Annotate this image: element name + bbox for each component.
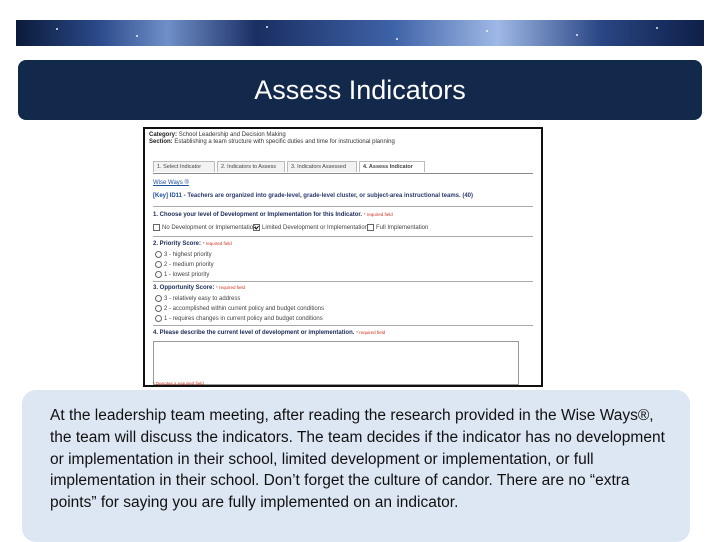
star-sparkle: [56, 28, 58, 30]
star-sparkle: [136, 35, 138, 37]
caption-text: At the leadership team meeting, after reading the research provided in the Wise Ways®, the team will discuss the indicators. The team decides if the indicator has no development or implementation in their school, limited development or implementation, or full implementation in their school. Don’t forget the culture of candor. There are no “extra points” for saying you are fully implemented on an indicator.: [50, 407, 665, 512]
divider: [153, 206, 533, 207]
tab-assess-indicator[interactable]: 4. Assess Indicator: [359, 161, 425, 172]
option-label: 1 - lowest priority: [164, 272, 210, 279]
embedded-screenshot: [143, 127, 543, 387]
radio-button[interactable]: [155, 315, 162, 322]
required-note: * required field: [202, 241, 232, 246]
q1-option[interactable]: [153, 224, 256, 231]
question-2-text: 2. Priority Score:: [153, 241, 202, 247]
q3-option[interactable]: [155, 295, 240, 302]
q2-option[interactable]: [155, 271, 209, 278]
checkbox[interactable]: [367, 224, 374, 231]
category-label: Category:: [149, 132, 178, 138]
tab-select-indicator[interactable]: 1. Select Indicator: [153, 161, 215, 172]
question-2-label: [153, 241, 232, 247]
option-label: 3 - highest priority: [164, 252, 212, 259]
star-sparkle: [576, 34, 578, 36]
indicator-line: [153, 193, 473, 199]
star-sparkle: [266, 26, 268, 28]
caption-box: [22, 390, 690, 542]
question-1-label: [153, 212, 393, 218]
divider: [153, 325, 533, 326]
wise-ways-link[interactable]: Wise Ways ®: [153, 180, 189, 186]
option-label: Limited Development or Implementation: [262, 225, 369, 232]
question-3-label: [153, 285, 245, 291]
required-footnote: * Denotes a required field: [153, 381, 204, 386]
q3-option[interactable]: [155, 315, 323, 322]
divider: [153, 281, 533, 282]
screenshot-header: [149, 132, 395, 146]
radio-button[interactable]: [155, 271, 162, 278]
header-banner: [16, 20, 704, 46]
radio-button[interactable]: [155, 295, 162, 302]
required-note: * required field: [363, 212, 393, 217]
star-sparkle: [656, 27, 658, 29]
category-value: School Leadership and Decision Making: [178, 132, 286, 138]
required-note: * required field: [356, 330, 386, 335]
q3-option[interactable]: [155, 305, 324, 312]
slide-title: Assess Indicators: [254, 74, 466, 105]
section-value: Establishing a team structure with specific duties and time for instructional planning: [174, 139, 395, 145]
q2-option[interactable]: [155, 261, 214, 268]
star-sparkle: [486, 30, 488, 32]
question-3-text: 3. Opportunity Score:: [153, 285, 215, 291]
option-label: 2 - accomplished within current policy and budget conditions: [164, 306, 325, 313]
question-4-text: 4. Please describe the current level of development or implementation.: [153, 330, 355, 336]
option-label: Full Implementation: [376, 225, 429, 232]
description-textarea[interactable]: [153, 341, 519, 385]
checkbox[interactable]: [153, 224, 160, 231]
option-label: 1 - requires changes in current policy and budget conditions: [164, 316, 323, 323]
question-1-text: 1. Choose your level of Development or Implementation for this Indicator.: [153, 212, 363, 218]
checkbox-checked[interactable]: [253, 224, 260, 231]
radio-button[interactable]: [155, 261, 162, 268]
indicator-code[interactable]: [Key] ID11: [153, 193, 183, 199]
tab-indicators-assessed[interactable]: 3. Indicators Assessed: [287, 161, 357, 172]
divider: [153, 236, 533, 237]
tab-indicators-to-assess[interactable]: 2. Indicators to Assess: [217, 161, 285, 172]
radio-button[interactable]: [155, 305, 162, 312]
q1-option[interactable]: [253, 224, 368, 231]
radio-button[interactable]: [155, 251, 162, 258]
q2-option[interactable]: [155, 251, 212, 258]
q1-option[interactable]: [367, 224, 428, 231]
tab-bar: [153, 161, 533, 174]
option-label: No Development or Implementation: [162, 225, 257, 232]
option-label: 2 - medium priority: [164, 262, 214, 269]
indicator-text: - Teachers are organized into grade-level, grade-level cluster, or subject-area instructional teams. (40): [182, 193, 474, 199]
section-label: Section:: [149, 139, 173, 145]
star-sparkle: [396, 38, 398, 40]
question-4-label: [153, 330, 385, 336]
title-bar: [18, 60, 702, 120]
option-label: 3 - relatively easy to address: [164, 296, 241, 303]
required-note: * required field: [216, 285, 246, 290]
